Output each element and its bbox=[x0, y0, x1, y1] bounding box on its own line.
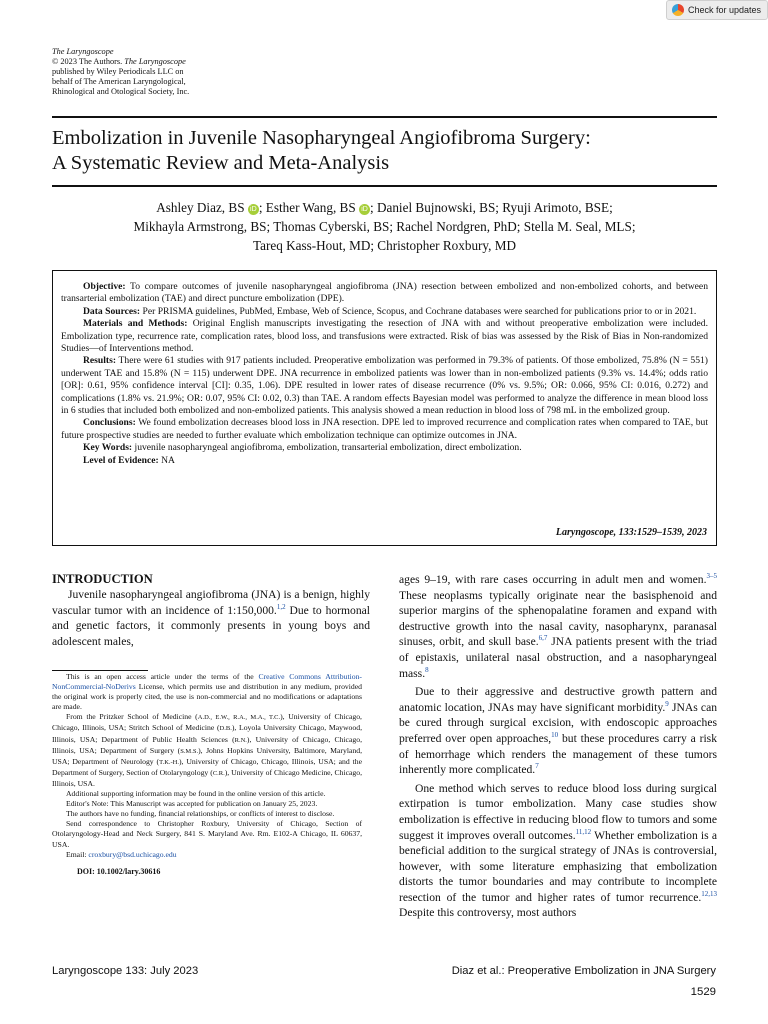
journal-name: The Laryngoscope bbox=[52, 47, 114, 56]
abstract-box bbox=[52, 270, 717, 546]
reference-link[interactable]: 6,7 bbox=[538, 634, 548, 643]
author-list bbox=[52, 198, 717, 255]
title-line-2: A Systematic Review and Meta-Analysis bbox=[52, 152, 390, 174]
right-paragraph-3 bbox=[399, 781, 717, 921]
intro-text-a: Juvenile nasopharyngeal angiofibroma (JNA) is a benign, highly vascular tumor with an incidence of 1:150,000. bbox=[52, 588, 370, 617]
footnote-supporting: Additional supporting information may be found in the online version of this article. bbox=[66, 789, 326, 799]
affil-initials: R.N. bbox=[234, 736, 247, 744]
objective-text: To compare outcomes of juvenile nasopharyngeal angiofibroma (JNA) resection between embolized and non-embolized cohorts, and between transarterial embolization (TAE) and direct puncture embolization (DPE). bbox=[61, 281, 708, 305]
right-paragraph-1 bbox=[399, 572, 717, 681]
top-rule bbox=[52, 116, 717, 118]
body-text: One method which serves to reduce blood loss during surgical extirpation is tumor embolization. Many case studies show embolization is effective in reducing blood flow to tumors and some suggest it improves overall outcomes. bbox=[399, 781, 717, 842]
affil-initials: C.R. bbox=[212, 769, 225, 777]
orcid-icon[interactable]: iD bbox=[359, 204, 370, 215]
journal-info bbox=[52, 47, 252, 97]
affil-initials: A.D., E.W., R.A., M.A., T.C. bbox=[197, 714, 281, 722]
reference-link[interactable]: 8 bbox=[425, 665, 429, 674]
body-text: Despite this controversy, most authors bbox=[399, 906, 577, 920]
objective-label: Objective: bbox=[83, 281, 126, 292]
footnote-email bbox=[52, 850, 362, 860]
footnote-rule bbox=[52, 670, 148, 671]
check-for-updates-label: Check for updates bbox=[688, 5, 762, 15]
right-column bbox=[399, 572, 717, 921]
author-line-2: Mikhayla Armstrong, BS; Thomas Cyberski, BS; Rachel Nordgren, PhD; Stella M. Seal, MLS; bbox=[133, 219, 636, 234]
author-line-1 bbox=[52, 198, 717, 217]
body-text: Due to their aggressive and destructive growth pattern and anatomic location, JNAs may have significant morbidity. bbox=[399, 685, 717, 714]
citation: Laryngoscope, 133:1529–1539, 2023 bbox=[555, 526, 707, 538]
abstract-objective bbox=[61, 281, 708, 306]
keywords-text: juvenile nasopharyngeal angiofibroma, embolization, transarterial embolization, direct embolization. bbox=[132, 442, 522, 454]
license-link[interactable]: Creative Commons Attribution-NonCommercial-NoDerivs bbox=[52, 672, 362, 692]
sources-label: Data Sources: bbox=[83, 305, 141, 317]
affil-text: ), University of Chicago Medicine, Chicago, Illinois, USA. bbox=[52, 767, 363, 788]
abstract-methods bbox=[61, 318, 708, 355]
keywords-label: Key Words: bbox=[83, 442, 133, 454]
intro-paragraph-1 bbox=[52, 587, 370, 649]
reference-link[interactable]: 9 bbox=[665, 699, 669, 708]
society-line-2: Rhinological and Otological Society, Inc. bbox=[52, 87, 190, 97]
email-link[interactable]: croxbury@bsd.uchicago.edu bbox=[88, 849, 177, 859]
author-line-3: Tareq Kass-Hout, MD; Christopher Roxbury, MD bbox=[252, 238, 517, 253]
title-line-1: Embolization in Juvenile Nasopharyngeal Angiofibroma Surgery: bbox=[52, 127, 591, 149]
affil-text: ), University of Chicago, Chicago, Illinois, USA; Department of Surgery ( bbox=[52, 734, 362, 755]
level-text: NA bbox=[158, 454, 175, 466]
abstract-results bbox=[61, 355, 708, 417]
right-paragraph-2 bbox=[399, 684, 717, 778]
affil-text: ), University of Chicago, Chicago, Illinois, USA; and the Department of Surgery, Section of Otolaryngology ( bbox=[52, 756, 362, 777]
affil-initials: T.K.-H. bbox=[159, 758, 179, 766]
running-footer-right: Diaz et al.: Preoperative Embolization in JNA Surgery bbox=[451, 965, 716, 977]
footnote-license bbox=[52, 672, 362, 712]
reference-link[interactable]: 7 bbox=[535, 762, 539, 771]
body-text: but these procedures carry a risk of hemorrhage which renders the management of these tumors inherently more complicated. bbox=[399, 731, 717, 777]
copyright-text: © 2023 The Authors. bbox=[52, 57, 125, 67]
orcid-icon[interactable]: iD bbox=[248, 204, 259, 215]
reference-link[interactable]: 12,13 bbox=[701, 889, 717, 898]
reference-link[interactable]: 11,12 bbox=[575, 827, 592, 836]
check-for-updates-button[interactable] bbox=[666, 0, 768, 20]
sources-text: Per PRISMA guidelines, PubMed, Embase, Web of Science, Scopus, and Cochrane databases were searched for publications prior to or in 2021. bbox=[140, 305, 697, 317]
society-line-1: behalf of The American Laryngological, bbox=[52, 77, 186, 87]
footnote-editor: Editor's Note: This Manuscript was accepted for publication on January 25, 2023. bbox=[66, 799, 318, 809]
results-label: Results: bbox=[83, 355, 117, 367]
affil-initials: S.M.S. bbox=[180, 747, 199, 755]
footnote-funding: The authors have no funding, financial relationships, or conflicts of interest to disclose. bbox=[66, 809, 335, 819]
article-title bbox=[52, 126, 717, 176]
body-text: Whether embolization is a beneficial addition to the surgical strategy of JNAs is controversial, however, with some literature emphasizing that embolization distorts the tumor boundaries and may contribute to incomplete resection of the tumor and higher rates of tumor recurrence. bbox=[399, 828, 717, 904]
doi[interactable]: DOI: 10.1002/lary.30616 bbox=[77, 866, 161, 876]
crossmark-icon bbox=[672, 4, 684, 16]
page-number: 1529 bbox=[690, 986, 716, 998]
results-text: There were 61 studies with 917 patients included. Preoperative embolization was performed in 79.3% of patients. Of those embolized, 75.8% (N = 551) underwent TAE and 15.8% (N = 115) underwent DPE. JNA recurrence in embolized patients was lower than in non-embolized patients (9.3% vs. 14.4%; odds ratio [OR]: 0.61, 95% confidence interval [CI]: 0.35, 1.06). DPE resulted in lower rates of disease recurrence (0% vs. 9.5%; OR: 0.066, 95% CI: 0.016, 0.272) and complications (1.8% vs. 21.9%; OR: 0.07, 95% CI: 0.02, 0.3) than TAE. A random effects Bayesian model was performed to analyze the difference in mean blood loss in 6 studies that included both embolized and non-embolized patients. This analysis showed a mean reduction in blood loss of 798 mL in the embolized group. bbox=[61, 355, 708, 417]
conclusions-text: We found embolization decreases blood loss in JNA resection. DPE led to improved recurrence and complication rates when compared to TAE, but future prospective studies are needed to further evaluate which embolization technique can optimize outcomes in JNA. bbox=[61, 417, 708, 441]
level-label: Level of Evidence: bbox=[83, 454, 159, 466]
footnotes bbox=[52, 672, 362, 877]
license-text-b: License, which permits use and distribution in any medium, provided the original work is properly cited, the use is non-commercial and no modifications or adaptations are made. bbox=[52, 682, 362, 712]
reference-link[interactable]: 10 bbox=[551, 730, 559, 739]
publisher-line: published by Wiley Periodicals LLC on bbox=[52, 67, 184, 77]
license-text-a: This is an open access article under the terms of the bbox=[66, 672, 259, 681]
affil-text: ), Johns Hopkins University, Baltimore, Maryland, USA; Department of Neurology ( bbox=[52, 745, 362, 766]
footnote-correspondence: Send correspondence to Christopher Roxbury, University of Chicago, Section of Otolaryngology-Head and Neck Surgery, 841 S. Maryland Ave. Rm. E102-A Chicago, IL 60637, USA. bbox=[52, 819, 362, 849]
abstract-keywords bbox=[61, 442, 708, 454]
intro-column bbox=[52, 572, 370, 649]
body-text: These neoplasms typically originate near the basisphenoid and superior margins of the sphenopalatine foramen and expand with destructive growth into the nasal cavity, nasopharynx, paranasal sinuses, orbit, and skull base. bbox=[399, 588, 717, 649]
affil-initials: D.B. bbox=[219, 725, 232, 733]
title-rule bbox=[52, 185, 717, 187]
abstract-conclusions bbox=[61, 417, 708, 442]
methods-text: Original English manuscripts investigating the resection of JNA with and without preoperative embolization were included. Embolization type, recurrence rate, complication rates, blood loss, and transfusions were extracted. Risk of bias was assessed by the Risk of Bias in Non-randomized Studies—of Interventions method. bbox=[61, 318, 708, 355]
methods-label: Materials and Methods: bbox=[83, 318, 188, 330]
reference-link[interactable]: 3–5 bbox=[706, 572, 717, 580]
abstract-level bbox=[61, 455, 708, 467]
intro-text-b: Due to hormonal and genetic factors, it commonly presents in young boys and adolescent males, bbox=[52, 603, 371, 648]
affil-text: From the Pritzker School of Medicine ( bbox=[66, 712, 198, 722]
affil-text: ), University of Chicago, Chicago, Illinois, USA; Stritch School of Medicine ( bbox=[52, 712, 362, 733]
copyright-line bbox=[52, 57, 252, 67]
body-text: JNA patients present with the triad of epistaxis, unilateral nasal obstruction, and a nasopharyngeal mass. bbox=[399, 635, 717, 680]
conclusions-label: Conclusions: bbox=[83, 417, 136, 429]
affil-text: ), Loyola University Chicago, Maywood, Illinois, USA; Department of Public Health Sciences ( bbox=[52, 723, 362, 744]
body-text: JNAs can be cured through surgical excision, with endoscopic approaches preferred over open approaches, bbox=[399, 700, 718, 745]
author-others-1: ; Daniel Bujnowski, BS; Ryuji Arimoto, BSE; bbox=[370, 200, 613, 215]
reference-link[interactable]: 1,2 bbox=[276, 602, 286, 611]
footnote-affiliations bbox=[52, 712, 362, 789]
section-heading-introduction: INTRODUCTION bbox=[52, 572, 153, 586]
abstract-sources bbox=[61, 306, 708, 318]
author-diaz: Ashley Diaz, BS bbox=[156, 200, 248, 215]
body-text: ages 9–19, with rare cases occurring in adult men and women. bbox=[399, 573, 707, 586]
running-footer-left: Laryngoscope 133: July 2023 bbox=[52, 965, 199, 977]
email-label: Email: bbox=[66, 849, 89, 859]
copyright-journal: The Laryngoscope bbox=[124, 57, 186, 67]
author-wang: ; Esther Wang, BS bbox=[258, 200, 359, 215]
